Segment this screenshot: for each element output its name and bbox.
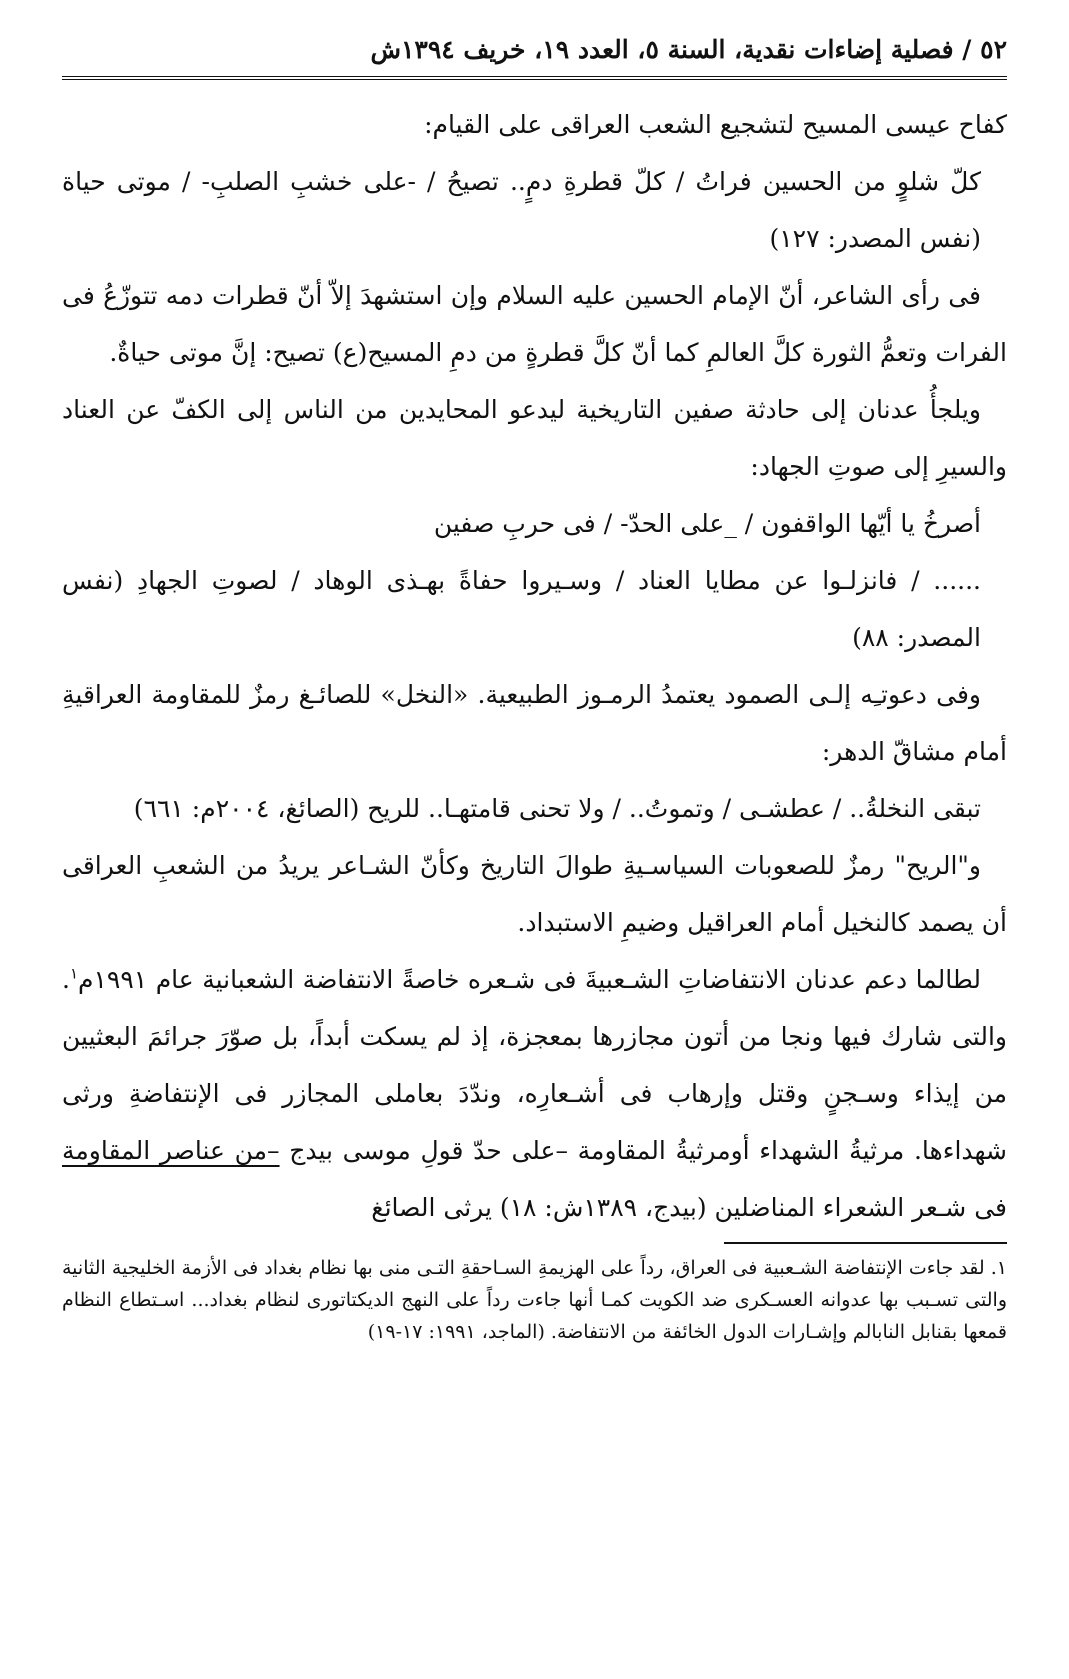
page xyxy=(62,30,1007,1649)
uprising-text-middle: . والتى شارك فيها ونجا من أتون مجازرها بمعجزة، إذ لم يسكت أبداً، بل صوّرَ جرائمَ البعثيين من إيذاء وسـجنٍ وقتل وإرهاب فى أشـعارِه، وندّدَ بعاملى المجازر فى الإنتفاضةِ ورثى شهداءها. مرثيةُ الشهداء أومرثيةُ المقاومة –على حدّ قولِ موسى بيدج xyxy=(62,965,1008,1165)
paragraph-siffin-intro: ويلجأُ عدنان إلى حادثة صفين التاريخية ليدعو المحايدين من الناس إلى الكفّ عن العناد والسيرِ إلى صوتِ الجهاد: xyxy=(62,395,1007,481)
paragraph-palm-symbol: وفى دعوتـِه إلـى الصمود يعتمدُ الرمـوز الطبيعية. «النخل» للصائـغ رمزٌ للمقاومة العراقيةِ أمام مشاقّ الدهر: xyxy=(62,680,1007,766)
article-body xyxy=(62,96,1007,1236)
paragraph-commentary-hussein: فى رأى الشاعر، أنّ الإمام الحسين عليه السلام وإن استشهدَ إلاّ أنّ قطرات دمه تتوزّعُ فى الفرات وتعمُّ الثورة كلَّ العالمِ كما أنّ كلَّ قطرةٍ من دمِ المسيح(ع) تصيح: إنَّ موتى حياةٌ. xyxy=(62,281,1007,367)
paragraph-intro: كفاح عيسى المسيح لتشجيع الشعب العراقى على القيام: xyxy=(424,110,1007,139)
paragraph-uprising xyxy=(62,951,1007,1236)
running-header: ٥٢ / فصلية إضاءات نقدية، السنة ٥، العدد ١٩، خريف ١٣٩٤ش xyxy=(62,30,1007,80)
verse-quote-palm: تبقى النخلةُ.. / عطشـى / وتموتُ.. / ولا تحنى قامتهـا.. للريح (الصائغ، ٢٠٠٤م: ٦٦١) xyxy=(133,794,981,823)
footnote-reference[interactable]: ١ xyxy=(69,964,79,983)
verse-quote-siffin-1: أصرخُ يا أيّها الواقفون / _على الحدّ- / فى حربِ صفين xyxy=(433,509,981,538)
footnote-text: ١. لقد جاءت الإنتفاضة الشـعبية فى العراق، رداً على الهزيمةِ السـاحقةِ التـى منى بها نظام بغداد فى الأزمة الخليجية الثانية والتى تسـبب بها عدوانه العسـكرى ضد الكويت كمـا أنها جاءت رداً على النهج الديكتاتورى لنظام بغداد... اسـتطاع النظام قمعها بقنابل النابالم وإشـارات الدول الخائفة من الانتفاضة. (الماجد، ١٩٩١: ١٧-١٩) xyxy=(62,1257,1007,1343)
footnote-divider xyxy=(724,1242,1008,1244)
verse-quote-siffin-2: ...... / فانزلـوا عن مطايا العناد / وسـيروا حفاةً بهـذى الوهاد / لصوتِ الجهادِ (نفس المصدر: ٨٨) xyxy=(62,566,981,652)
paragraph-wind-symbol: و"الريح" رمزٌ للصعوبات السياسـيةِ طوالَ التاريخ وكأنّ الشـاعر يريدُ من الشعبِ العراقى أن يصمد كالنخيل أمام العراقيل وضيمِ الاستبداد. xyxy=(62,851,1007,937)
uprising-text-start: لطالما دعم عدنان الانتفاضاتِ الشـعبيةَ فى شـعره خاصةً الانتفاضة الشعبانية عام ١٩٩١م xyxy=(78,965,981,994)
verse-quote-hussein: كلّ شلوٍ من الحسين فراتُ / كلّ قطرةِ دمٍ.. تصيحُ / -على خشبِ الصلبِ- / موتى حياة (نفس المصدر: ١٢٧) xyxy=(62,167,981,253)
uprising-text-end: فى شـعر الشعراء المناضلين (بيدج، ١٣٨٩ش: ١٨) يرثى الصائغ xyxy=(371,1193,1007,1222)
underlined-phrase: –من عناصر المقاومة xyxy=(62,1136,280,1165)
